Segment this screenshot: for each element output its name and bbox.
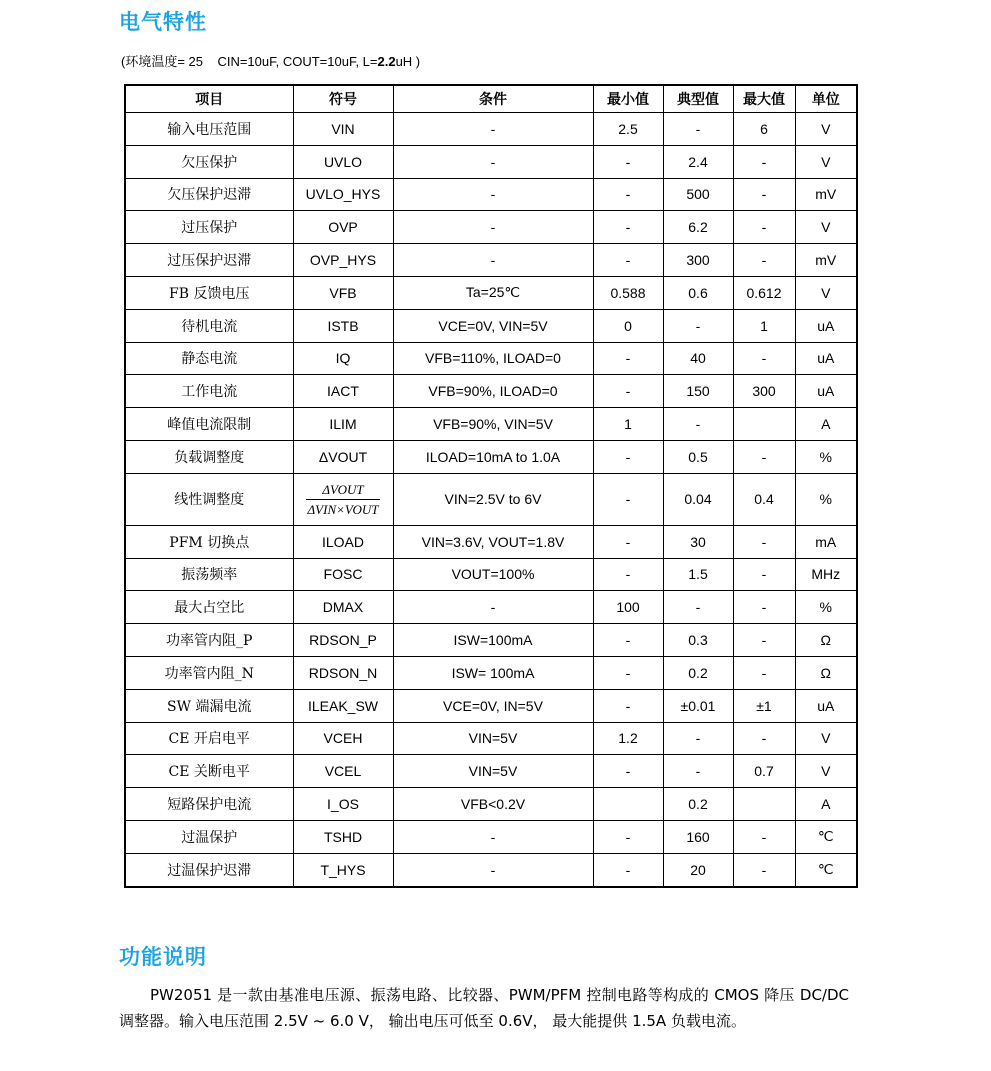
cell-condition: - — [393, 145, 593, 178]
cell-condition: - — [393, 244, 593, 277]
header-condition: 条件 — [393, 85, 593, 113]
cell-unit: mA — [795, 525, 857, 558]
table-row — [125, 689, 857, 722]
cell-max: - — [733, 656, 795, 689]
cell-typ: 2.4 — [663, 145, 733, 178]
cell-typ: - — [663, 755, 733, 788]
cell-item: 输入电压范围 — [125, 113, 293, 146]
cell-condition: ISW= 100mA — [393, 656, 593, 689]
cell-typ: 30 — [663, 525, 733, 558]
cell-symbol — [293, 473, 393, 525]
cell-condition: ILOAD=10mA to 1.0A — [393, 440, 593, 473]
test-conditions — [121, 51, 420, 70]
cell-symbol: RDSON_N — [293, 656, 393, 689]
cell-max: - — [733, 525, 795, 558]
cell-max: - — [733, 624, 795, 657]
formula-numerator: ΔVOUT — [306, 480, 381, 500]
cell-max: 300 — [733, 375, 795, 408]
table-row — [125, 440, 857, 473]
cell-min: 1.2 — [593, 722, 663, 755]
cell-min: - — [593, 525, 663, 558]
cell-symbol: VFB — [293, 276, 393, 309]
cell-min: - — [593, 211, 663, 244]
cell-item: 过压保护 — [125, 211, 293, 244]
cell-max: - — [733, 211, 795, 244]
cell-item: 工作电流 — [125, 375, 293, 408]
function-description: PW2051 是一款由基准电压源、振荡电路、比较器、PWM/PFM 控制电路等构成的 CMOS 降压 DC/DC 调整器。输入电压范围 2.5V ~ 6.0 V， 输出电压可低至 0.6V， 最大能提供 1.5A 负载电流。 — [119, 986, 849, 1030]
table-row — [125, 788, 857, 821]
header-item: 项目 — [125, 85, 293, 113]
cell-condition: - — [393, 853, 593, 886]
cell-min: - — [593, 473, 663, 525]
cell-unit: mV — [795, 244, 857, 277]
cell-typ: - — [663, 113, 733, 146]
cell-symbol: ILOAD — [293, 525, 393, 558]
cell-min: 0 — [593, 309, 663, 342]
cell-symbol: FOSC — [293, 558, 393, 591]
table-row — [125, 309, 857, 342]
cell-unit: % — [795, 473, 857, 525]
table-row — [125, 375, 857, 408]
cell-max: - — [733, 722, 795, 755]
cell-condition: VIN=3.6V, VOUT=1.8V — [393, 525, 593, 558]
cell-max: 0.612 — [733, 276, 795, 309]
cell-min: - — [593, 853, 663, 886]
cell-condition: VIN=5V — [393, 722, 593, 755]
cell-item: 功率管内阻_P — [125, 624, 293, 657]
cell-condition: - — [393, 591, 593, 624]
cell-typ: 0.2 — [663, 788, 733, 821]
cell-item: 过温保护迟滞 — [125, 853, 293, 886]
table-row — [125, 342, 857, 375]
table-row — [125, 820, 857, 853]
table-row — [125, 853, 857, 886]
table-row — [125, 211, 857, 244]
cell-symbol: VCEH — [293, 722, 393, 755]
cell-min: - — [593, 755, 663, 788]
cell-typ: 6.2 — [663, 211, 733, 244]
cell-max — [733, 788, 795, 821]
cell-typ: 0.6 — [663, 276, 733, 309]
table-row — [125, 656, 857, 689]
cell-symbol: DMAX — [293, 591, 393, 624]
cell-min: 100 — [593, 591, 663, 624]
cell-symbol: RDSON_P — [293, 624, 393, 657]
table-row — [125, 178, 857, 211]
section-title-electrical: 电气特性 — [119, 10, 207, 34]
cell-min: 2.5 — [593, 113, 663, 146]
cell-unit: uA — [795, 342, 857, 375]
cell-condition: - — [393, 211, 593, 244]
cell-unit: Ω — [795, 624, 857, 657]
cell-min: - — [593, 624, 663, 657]
cell-typ: 150 — [663, 375, 733, 408]
cell-condition: VFB=110%, ILOAD=0 — [393, 342, 593, 375]
cell-min: 0.588 — [593, 276, 663, 309]
cell-unit: % — [795, 440, 857, 473]
cell-min: - — [593, 656, 663, 689]
cell-symbol: IACT — [293, 375, 393, 408]
header-symbol: 符号 — [293, 85, 393, 113]
cell-max: - — [733, 558, 795, 591]
cell-item: 功率管内阻_N — [125, 656, 293, 689]
table-row — [125, 113, 857, 146]
cell-condition: VIN=2.5V to 6V — [393, 473, 593, 525]
cell-unit: mV — [795, 178, 857, 211]
conditions-inductor-value: 2.2 — [377, 54, 396, 69]
cell-min: 1 — [593, 408, 663, 441]
header-max: 最大值 — [733, 85, 795, 113]
cell-condition: - — [393, 178, 593, 211]
cell-item: 欠压保护 — [125, 145, 293, 178]
cell-typ: 0.5 — [663, 440, 733, 473]
cell-unit: V — [795, 145, 857, 178]
cell-typ: 500 — [663, 178, 733, 211]
cell-item: 峰值电流限制 — [125, 408, 293, 441]
cell-max: - — [733, 853, 795, 886]
cell-min: - — [593, 558, 663, 591]
cell-max: - — [733, 244, 795, 277]
cell-unit: Ω — [795, 656, 857, 689]
cell-typ: 20 — [663, 853, 733, 886]
cell-typ: 0.2 — [663, 656, 733, 689]
cell-item: 静态电流 — [125, 342, 293, 375]
table-row — [125, 755, 857, 788]
cell-unit: % — [795, 591, 857, 624]
cell-max: - — [733, 145, 795, 178]
cell-item: 线性调整度 — [125, 473, 293, 525]
cell-item: PFM 切换点 — [125, 525, 293, 558]
cell-item: 过压保护迟滞 — [125, 244, 293, 277]
cell-typ: 1.5 — [663, 558, 733, 591]
cell-unit: uA — [795, 375, 857, 408]
cell-item: 振荡频率 — [125, 558, 293, 591]
cell-typ: 160 — [663, 820, 733, 853]
cell-min: - — [593, 178, 663, 211]
cell-condition: VCE=0V, IN=5V — [393, 689, 593, 722]
cell-typ: - — [663, 722, 733, 755]
cell-min — [593, 788, 663, 821]
header-typ: 典型值 — [663, 85, 733, 113]
table-header-row — [125, 85, 857, 113]
cell-max: - — [733, 342, 795, 375]
cell-item: CE 开启电平 — [125, 722, 293, 755]
cell-unit: V — [795, 276, 857, 309]
cell-unit: V — [795, 113, 857, 146]
conditions-prefix: (环境温度= 25 CIN=10uF, COUT=10uF, L= — [121, 54, 378, 69]
cell-unit: ℃ — [795, 853, 857, 886]
header-min: 最小值 — [593, 85, 663, 113]
cell-condition: ISW=100mA — [393, 624, 593, 657]
cell-condition: VIN=5V — [393, 755, 593, 788]
cell-item: SW 端漏电流 — [125, 689, 293, 722]
cell-min: - — [593, 244, 663, 277]
cell-symbol: ΔVOUT — [293, 440, 393, 473]
cell-typ: - — [663, 591, 733, 624]
cell-item: 欠压保护迟滞 — [125, 178, 293, 211]
cell-unit: uA — [795, 309, 857, 342]
cell-min: - — [593, 145, 663, 178]
cell-typ: ±0.01 — [663, 689, 733, 722]
cell-symbol: ILIM — [293, 408, 393, 441]
cell-condition: - — [393, 820, 593, 853]
cell-max: - — [733, 591, 795, 624]
cell-symbol: ISTB — [293, 309, 393, 342]
cell-condition: VFB<0.2V — [393, 788, 593, 821]
table-row — [125, 591, 857, 624]
cell-item: 短路保护电流 — [125, 788, 293, 821]
cell-max — [733, 408, 795, 441]
cell-max: - — [733, 440, 795, 473]
cell-item: 负载调整度 — [125, 440, 293, 473]
cell-symbol: I_OS — [293, 788, 393, 821]
header-unit: 单位 — [795, 85, 857, 113]
cell-unit: V — [795, 211, 857, 244]
table-row — [125, 722, 857, 755]
cell-typ: - — [663, 408, 733, 441]
cell-max: - — [733, 820, 795, 853]
cell-symbol: VCEL — [293, 755, 393, 788]
cell-condition: Ta=25℃ — [393, 276, 593, 309]
table-row — [125, 244, 857, 277]
cell-unit: V — [795, 755, 857, 788]
cell-symbol: VIN — [293, 113, 393, 146]
table-row — [125, 473, 857, 525]
cell-condition: VOUT=100% — [393, 558, 593, 591]
cell-symbol: UVLO — [293, 145, 393, 178]
cell-symbol: UVLO_HYS — [293, 178, 393, 211]
conditions-suffix: uH ) — [395, 54, 421, 69]
table-row — [125, 558, 857, 591]
cell-symbol: OVP — [293, 211, 393, 244]
cell-unit: ℃ — [795, 820, 857, 853]
cell-typ: 0.3 — [663, 624, 733, 657]
cell-symbol: IQ — [293, 342, 393, 375]
cell-max: 6 — [733, 113, 795, 146]
cell-item: CE 关断电平 — [125, 755, 293, 788]
cell-min: - — [593, 375, 663, 408]
table-row — [125, 276, 857, 309]
cell-unit: MHz — [795, 558, 857, 591]
cell-max: 0.4 — [733, 473, 795, 525]
cell-unit: A — [795, 408, 857, 441]
line-regulation-formula — [306, 480, 381, 519]
table-row — [125, 624, 857, 657]
cell-item: 最大占空比 — [125, 591, 293, 624]
cell-max: 0.7 — [733, 755, 795, 788]
cell-typ: - — [663, 309, 733, 342]
section-title-function: 功能说明 — [119, 945, 207, 969]
cell-condition: VCE=0V, VIN=5V — [393, 309, 593, 342]
cell-condition: VFB=90%, ILOAD=0 — [393, 375, 593, 408]
cell-typ: 40 — [663, 342, 733, 375]
cell-max: ±1 — [733, 689, 795, 722]
cell-symbol: TSHD — [293, 820, 393, 853]
cell-item: 过温保护 — [125, 820, 293, 853]
cell-symbol: OVP_HYS — [293, 244, 393, 277]
cell-min: - — [593, 689, 663, 722]
cell-item: 待机电流 — [125, 309, 293, 342]
electrical-characteristics-table — [124, 84, 858, 888]
cell-min: - — [593, 820, 663, 853]
cell-min: - — [593, 440, 663, 473]
cell-max: - — [733, 178, 795, 211]
formula-denominator: ΔVIN×VOUT — [307, 501, 379, 517]
table-row — [125, 145, 857, 178]
cell-symbol: ILEAK_SW — [293, 689, 393, 722]
cell-item: FB 反馈电压 — [125, 276, 293, 309]
cell-symbol: T_HYS — [293, 853, 393, 886]
cell-unit: A — [795, 788, 857, 821]
cell-condition: - — [393, 113, 593, 146]
cell-typ: 0.04 — [663, 473, 733, 525]
cell-unit: V — [795, 722, 857, 755]
cell-condition: VFB=90%, VIN=5V — [393, 408, 593, 441]
cell-max: 1 — [733, 309, 795, 342]
cell-typ: 300 — [663, 244, 733, 277]
cell-min: - — [593, 342, 663, 375]
cell-unit: uA — [795, 689, 857, 722]
table-row — [125, 408, 857, 441]
table-row — [125, 525, 857, 558]
